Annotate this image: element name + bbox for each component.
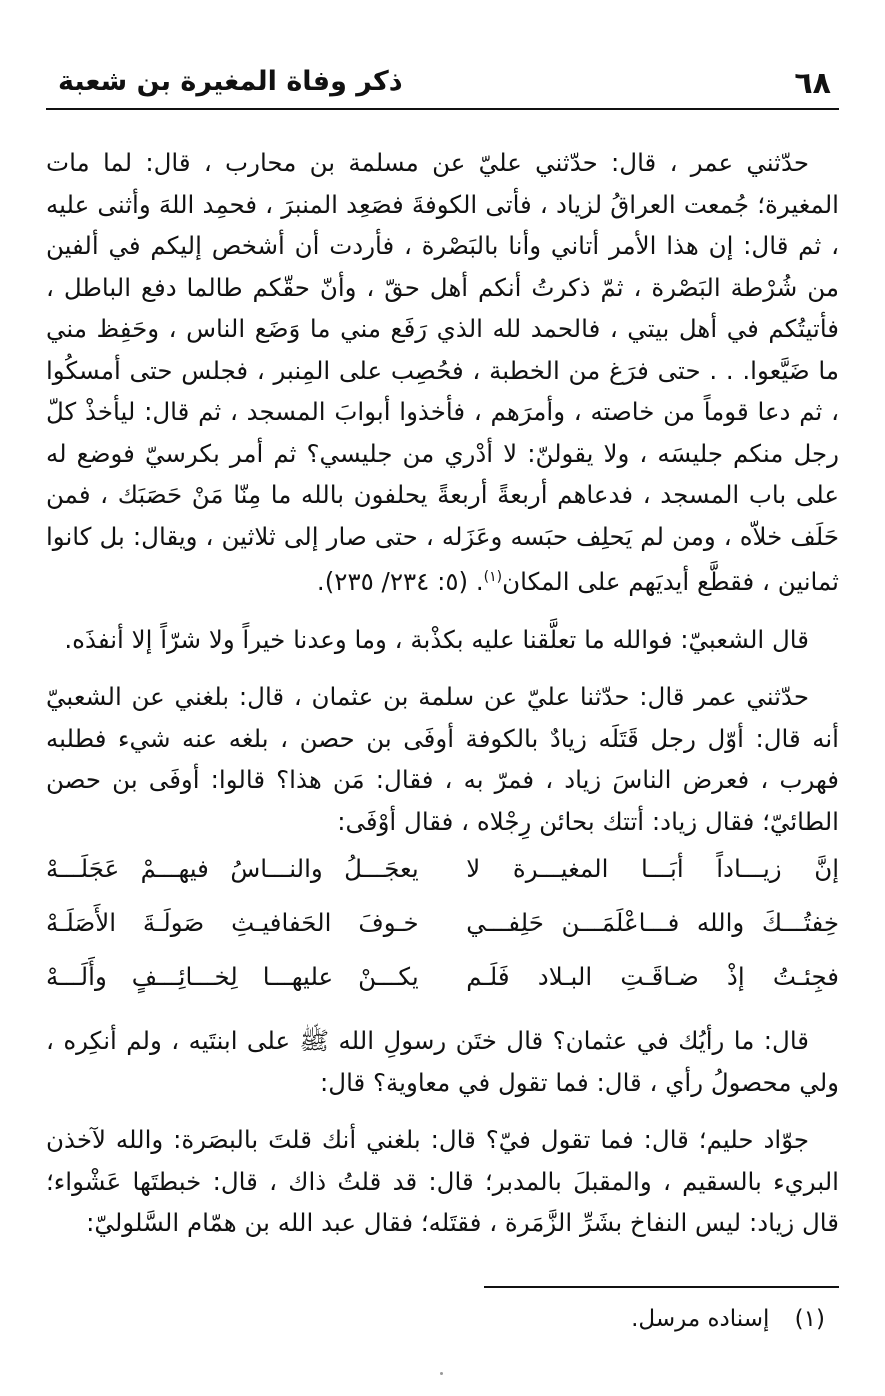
page-speck: [440, 1372, 443, 1375]
page-header: [46, 62, 839, 110]
verse-first-hemistich: فجِئـتُ إذْ ضـاقَـتِ البـلاد فَلَـم: [466, 962, 839, 992]
page-number: ٦٨: [794, 66, 831, 101]
paragraph-5: جوّاد حليم؛ قال: فما تقول فيّ؟ قال: بلغني أنك قلتَ بالبصَرة: والله لآخذن البريء بالسقيم ، والمقبلَ بالمدبر؛ قال: قد قلتُ ذاك ، قال: خبطتَها عَشْواء؛ قال زياد: ليس النفاخ بشَرِّ الزَّمَرة ، فقتَله؛ فقال عبد الله بن همّام السَّلوليّ:: [46, 1125, 839, 1238]
verse-line: [46, 896, 839, 950]
running-title: ذكر وفاة المغيرة بن شعبة: [58, 66, 403, 97]
citation: . (٥: ٢٣٤/ ٢٣٥).: [316, 567, 484, 597]
footnote-text: إسناده مرسل.: [631, 1306, 770, 1332]
paragraph-1: [46, 142, 839, 603]
verse-second-hemistich: يكـــنْ عليهـــا لِخـــائِـــفٍ وأَلَـــهْ: [46, 962, 419, 992]
footnote-marker: (١): [483, 569, 503, 585]
footnote: [631, 1302, 825, 1336]
paragraph-2: قال الشعبيّ: فوالله ما تعلَّقنا عليه بكذْبة ، وما وعدنا خيراً ولا شرّاً إلا أنفذَه.: [64, 624, 809, 654]
verse-line: [46, 950, 839, 1004]
verse-first-hemistich: خِفتُـــكَ والله فـــاعْلَمَـــن حَلِفـــي: [466, 908, 839, 938]
verse-first-hemistich: إنَّ زيـــاداً أبَـــا المغيـــرة لا: [466, 854, 839, 884]
verse-second-hemistich: خـوفَ الحَفافيـثِ صَولَـةَ الأَصَلَـهْ: [46, 908, 419, 938]
paragraph-1-text: حدّثني عمر ، قال: حدّثني عليّ عن مسلمة بن محارب ، قال: لما مات المغيرة؛ جُمعت العراقُ لزياد ، فأتى الكوفةَ فصَعِد المنبرَ ، فحمِد اللهَ وأثنى عليه ، ثم قال: إن هذا الأمر أتاني وأنا بالبَصْرة ، فأردت أن أشخص إليكم في ألفين من شُرْطة البَصْرة ، ثمّ ذكرتُ أنكم أهل حقّ ، وأنّ حقّكم طالما دفع الباطل ، فأتيتُكم في أهل بيتي ، فالحمد لله الذي رَفَع مني ما وَضَع الناس ، وحَفِظ مني ما ضَيَّعوا. . . حتى فرَغ من الخطبة ، فحُصِب على المِنبر ، فجلس حتى أمسكُوا ، ثم دعا قوماً من خاصته ، وأمرَهم ، فأخذوا أبوابَ المسجد ، ثم قال: ليأخذْ كلّ رجل منكم جليسَه ، ولا يقولنّ: لا أدْري من جليسي؟ ثم أمر بكرسيّ فوضع له على باب المسجد ، فدعاهم أربعةً أربعةً يحلفون بالله ما مِنّا مَنْ حَصَبَك ، فمن حَلَف خلاّه ، ومن لم يَحلِف حبَسه وعَزَله ، حتى صار إلى ثلاثين ، ويقال: بل كانوا ثمانين ، فقطَّع أيديَهم على المكان: [46, 148, 839, 597]
verse-line: [46, 842, 839, 896]
footnote-separator: [484, 1286, 839, 1288]
paragraph-3: حدّثني عمر قال: حدّثنا عليّ عن سلمة بن عثمان ، قال: بلغني عن الشعبيّ أنه قال: أوّل رجل قَتَلَه زيادٌ بالكوفة أوفَى بن حصن ، بلغه عنه شيء فطلبه فهرب ، فعرض الناسَ زياد ، فمرّ به ، فقال: مَن هذا؟ قالوا: أوفَى بن حصن الطائيّ؛ فقال زياد: أتتك بحائن رِجْلاه ، فقال أوْفَى:: [46, 682, 839, 836]
poem: [46, 842, 839, 1004]
footnote-number: (١): [794, 1306, 825, 1332]
paragraph-4: قال: ما رأيُك في عثمان؟ قال ختَن رسولِ الله ﷺ على ابنتَيه ، ولم أنكِره ، ولي محصولُ رأي ، قال: فما تقول في معاوية؟ قال:: [46, 1026, 839, 1097]
verse-second-hemistich: يعجَـــلُ والنـــاسُ فيهـــمْ عَجَلَـــهْ: [46, 854, 419, 884]
main-text: [46, 142, 839, 1244]
